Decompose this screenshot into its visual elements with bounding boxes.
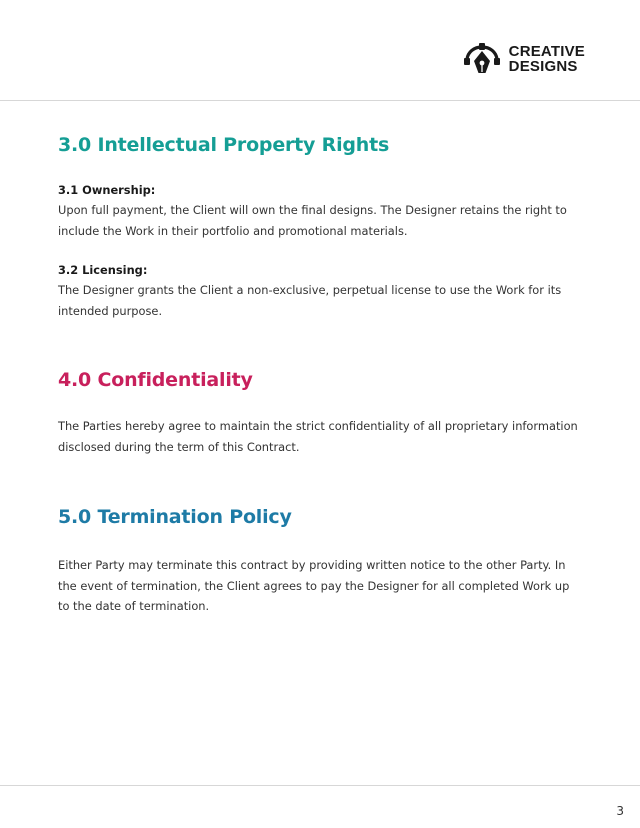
page-footer xyxy=(0,785,640,828)
section-title: 5.0 Termination Policy xyxy=(58,506,292,528)
subsection-heading: 3.2 Licensing: xyxy=(58,263,148,277)
page-number: 3 xyxy=(616,804,624,818)
section-body: Either Party may terminate this contract by providing written notice to the other Party. In the event of termination, the Client agrees to pay the Designer for all completed Work up to the date of termination. xyxy=(58,558,570,613)
subsection-licensing xyxy=(58,260,582,321)
brand-logo xyxy=(464,42,585,76)
section-termination xyxy=(58,502,582,617)
subsection-heading: 3.1 Ownership: xyxy=(58,183,156,197)
subsection-body: The Designer grants the Client a non-exclusive, perpetual license to use the Work for its intended purpose. xyxy=(58,283,562,318)
section-intellectual-property xyxy=(58,130,582,321)
section-body: The Parties hereby agree to maintain the strict confidentiality of all proprietary information disclosed during the term of this Contract. xyxy=(58,419,578,454)
pen-nib-icon xyxy=(464,42,500,76)
section-confidentiality xyxy=(58,365,582,457)
brand-name-line1: CREATIVE xyxy=(508,43,585,60)
document-body xyxy=(58,130,582,617)
brand-name xyxy=(509,44,585,74)
section-title: 4.0 Confidentiality xyxy=(58,369,253,391)
subsection-body: Upon full payment, the Client will own the final designs. The Designer retains the right to include the Work in their portfolio and promotional materials. xyxy=(58,203,567,238)
page-header xyxy=(0,0,640,101)
section-title: 3.0 Intellectual Property Rights xyxy=(58,134,390,156)
subsection-ownership xyxy=(58,180,582,241)
brand-name-line2: DESIGNS xyxy=(508,58,578,75)
